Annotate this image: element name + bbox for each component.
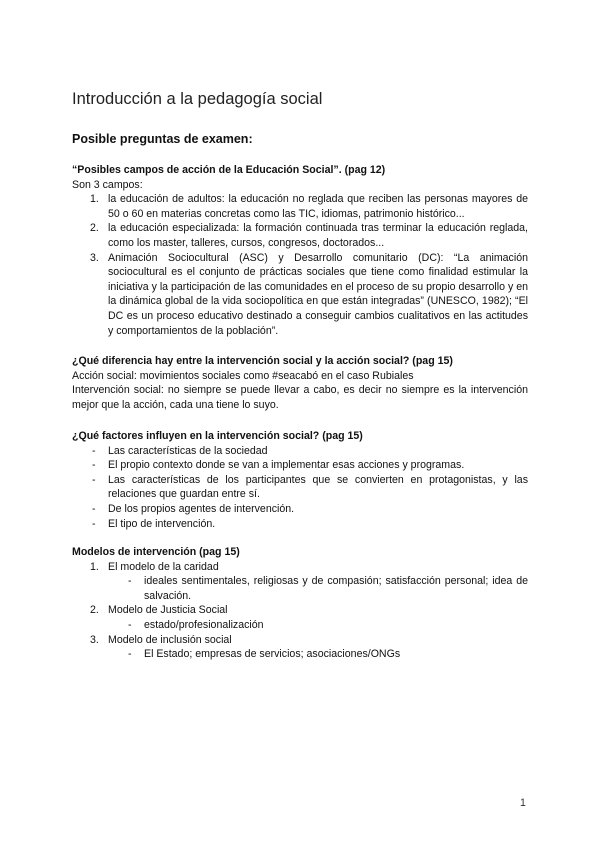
section-diferencia [72,354,528,412]
numbered-list [72,192,528,338]
section-campos-accion [72,163,528,338]
section-heading: “Posibles campos de acción de la Educación Social”. (pag 12) [72,164,386,176]
sub-list-item: - El Estado; empresas de servicios; asociaciones/ONGs [128,648,401,661]
list-item: 3. Modelo de inclusión social - El Estado; empresas de servicios; asociaciones/ONGs [72,633,528,662]
sub-list-item: - estado/profesionalización [128,618,264,631]
list-item: 3. Animación Sociocultural (ASC) y Desarrollo comunitario (DC): “La animación sociocultural es el conjunto de prácticas sociales que tiene como finalidad estimular la iniciativa y la participación de las comunidades en el proceso de su propio desarrollo y en la dinámica global de la vida sociopolítica en que están integradas” (UNESCO, 1982); “El DC es un proceso educativo destinado a conseguir cambios cualitativos en las actitudes y comportamientos de la población”. [90,251,528,337]
list-item: - El propio contexto donde se van a implementar esas acciones y programas. [92,459,465,472]
sub-list [108,618,528,633]
section-heading: ¿Qué factores influyen en la intervención social? (pag 15) [72,430,363,442]
list-item: - Las características de los participantes que se convierten en protagonistas, y las relaciones que guardan entre sí. [92,473,528,501]
section-modelos [72,545,528,662]
sub-list [108,647,528,662]
list-item: 1. El modelo de la caridad - ideales sentimentales, religiosas y de compasión; satisfacción personal; idea de salvación. [72,560,528,604]
section-heading: ¿Qué diferencia hay entre la intervención social y la acción social? (pag 15) [72,355,453,367]
list-item: - El tipo de intervención. [92,517,216,530]
paragraph: Acción social: movimientos sociales como #seacabó en el caso Rubiales [72,369,414,382]
numbered-list [72,560,528,662]
document-subtitle: Posible preguntas de examen: [72,132,253,146]
sub-list [108,574,528,603]
sub-list-item: - ideales sentimentales, religiosas y de compasión; satisfacción personal; idea de salvación. [128,575,528,602]
section-factores [72,429,528,531]
section-heading: Modelos de intervención (pag 15) [72,546,240,558]
list-item: - Las características de la sociedad [92,444,268,457]
section-intro: Son 3 campos: [72,178,143,191]
list-item: - De los propios agentes de intervención. [92,502,295,515]
list-item: 1. la educación de adultos: la educación no reglada que reciben las personas mayores de 50 o 60 en materias concretas como las TIC, idiomas, patrimonio histórico... [90,193,528,220]
paragraph: Intervención social: no siempre se puede llevar a cabo, es decir no siempre es la intervención mejor que la acción, cada una tiene lo suyo. [72,384,528,411]
list-item: 2. la educación especializada: la formación continuada tras terminar la educación reglada, como los master, talleres, cursos, congresos, doctorados... [90,222,528,249]
dash-list [72,444,528,532]
document-title: Introducción a la pedagogía social [72,90,323,108]
page-number: 1 [520,797,526,809]
list-item: 2. Modelo de Justicia Social - estado/profesionalización [72,603,528,632]
